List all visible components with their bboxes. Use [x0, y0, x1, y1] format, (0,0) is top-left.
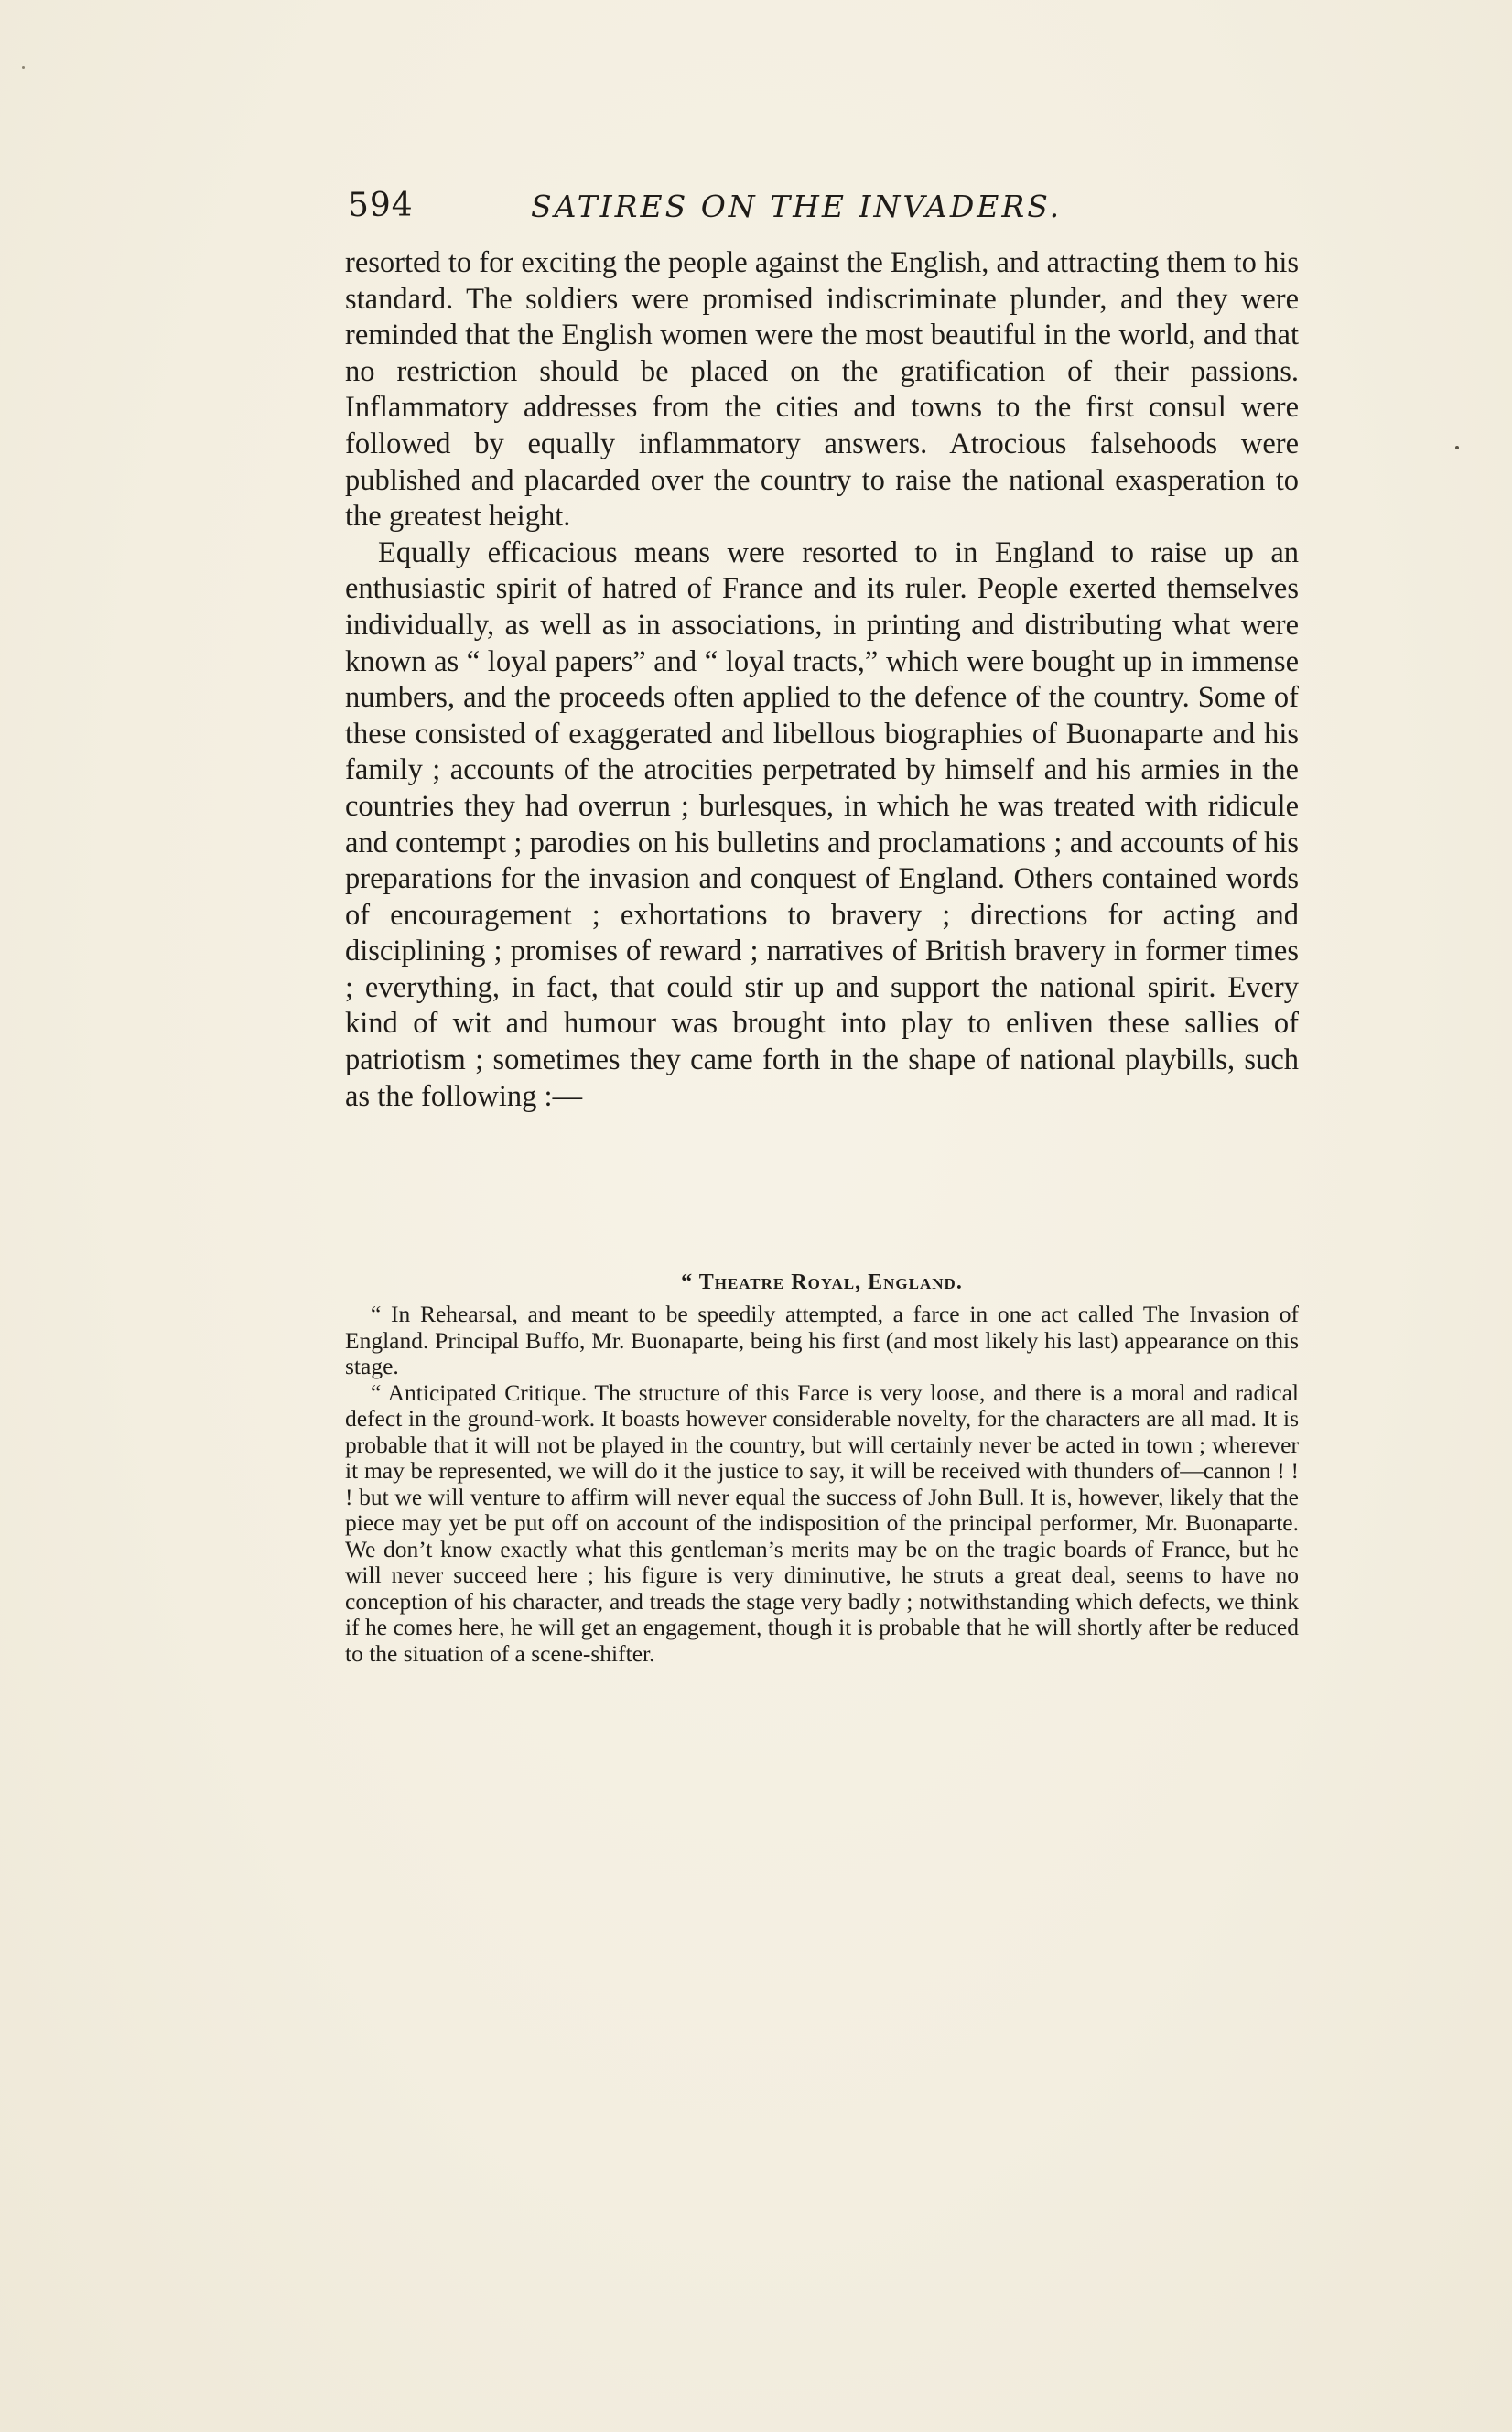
playbill-paragraph: “ Anticipated Critique. The structure of this Farce is very loose, and there is a moral and radical defect in the ground-work. It boasts however considerable novelty, for the characters are all mad. It is probable that it will not be played in the country, but will certainly never be acted in town ; wherever it may be represented, we will do it the justice to say, it will be received with thunders of—cannon ! ! ! but we will venture to affirm will never equal the success of John Bull. It is, however, likely that the piece may yet be put off on account of the indisposition of the principal performer, Mr. Buonaparte. We don’t know exactly what this gentleman’s merits may be on the tragic boards of France, but he will never succeed here ; his figure is very diminutive, he struts a great deal, seems to have no conception of his character, and treads the stage very badly ; notwithstanding which defects, we think if he comes here, he will get an engagement, though it is probable that he will shortly after be reduced to the situation of a scene-shifter. [345, 1378, 1299, 1667]
margin-speck [1455, 446, 1459, 449]
paragraph: Equally efficacious means were resorted to in England to raise up an enthusiastic spirit of hatred of France and its ruler. People exerted themselves individually, as well as in associations, in printing and distributing what were known as “ loyal papers” and “ loyal tracts,” which were bought up in immense numbers, and the proceeds often applied to the defence of the country. Some of these consisted of exaggerated and libellous biographies of Buonaparte and his family ; accounts of the atrocities perpetrated by himself and his armies in the countries they had overrun ; burlesques, in which he was treated with ridicule and contempt ; parodies on his bulletins and proclamations ; and accounts of his preparations for the invasion and conquest of England. Others contained words of encouragement ; exhortations to bravery ; directions for acting and disciplining ; promises of reward ; narratives of British bravery in former times ; everything, in fact, that could stir up and support the national spirit. Every kind of wit and humour was brought into play to enliven these sallies of patriotism ; sometimes they came forth in the shape of national playbills, such as the following :— [345, 535, 1299, 1113]
page-number: 594 [348, 187, 414, 224]
playbill-text [345, 1302, 1299, 1667]
speck [22, 66, 25, 69]
page-header [348, 187, 1126, 232]
playbill-heading: “ Theatre Royal, England. [681, 1270, 963, 1294]
running-title: SATIRES ON THE INVADERS. [531, 189, 1063, 224]
paragraph: resorted to for exciting the people against the English, and attracting them to his standard. The soldiers were promised indiscriminate plunder, and they were reminded that the English women were the most beautiful in the world, and that no restriction should be placed on the gratification of their passions. Inflammatory addresses from the cities and towns to the first consul were followed by equally inflammatory answers. Atrocious falsehoods were published and placarded over the country to raise the national exasperation to the greatest height. [345, 246, 1299, 534]
playbill-paragraph: “ In Rehearsal, and meant to be speedily attempted, a farce in one act called The Invasion of England. Principal Buffo, Mr. Buonaparte, being his first (and most likely his last) appearance on this stage. [345, 1301, 1299, 1379]
body-text [345, 245, 1299, 1115]
